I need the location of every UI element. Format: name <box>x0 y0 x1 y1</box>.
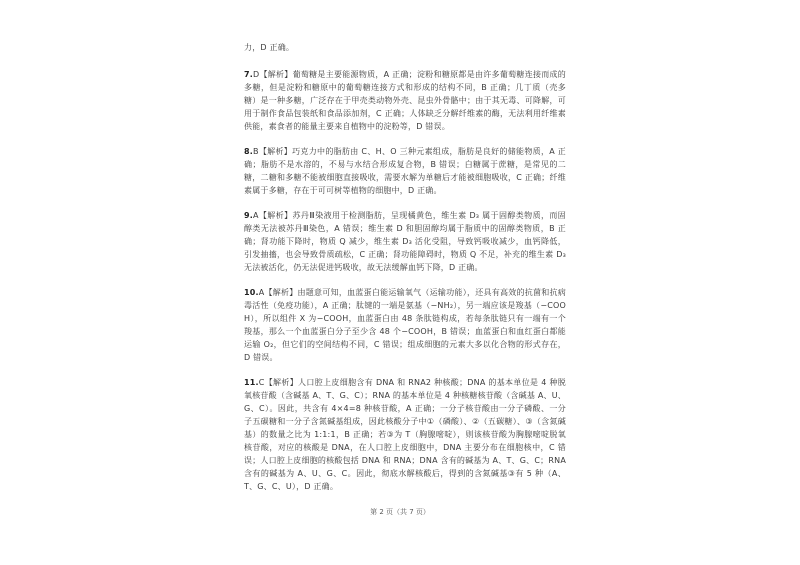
question-number: 10. <box>244 288 259 297</box>
paragraph-text: B【解析】巧克力中的脂肪由 C、H、O 三种元素组成，脂肪是良好的储能物质，A 正确；脂肪不是水溶的，不易与水结合形成复合物，B 错误；白糖属于蔗糖，是常见的二糖，二糖和多糖不能被细胞直接吸收，需要水解为单糖后才能被细胞吸收，C 正确；纤维素属于多糖，存在于可可树等植物的细胞中，D 正确。 <box>244 147 566 195</box>
answer-explanations <box>244 41 566 505</box>
question-number: 9. <box>244 211 254 220</box>
paragraph-q7 <box>244 68 566 133</box>
paragraph-text: A【解析】苏丹Ⅲ染液用于检测脂肪，呈现橘黄色，维生素 D₃ 属于固醇类物质，而固醇类无法被苏丹Ⅲ染色，A 错误；维生素 D 和胆固醇均属于脂质中的固醇类物质，B 正确；肾功能下降时，物质 Q 减少，维生素 D₃ 活化受阻，导致钙吸收减少，血钙降低，引发抽搐，也会导致骨质疏松，C 正确；肾功能障碍时，物质 Q 不足，补充的维生素 D₃ 无法被活化，仍无法促进钙吸收，故无法缓解血钙下降，D 正确。 <box>244 211 566 272</box>
paragraph-q9 <box>244 209 566 274</box>
paragraph-text: D【解析】葡萄糖是主要能源物质，A 正确；淀粉和糖原都是由许多葡萄糖连接而成的多糖，但是淀粉和糖原中的葡萄糖连接方式和形成的结构不同，B 正确；几丁质（壳多糖）是一种多糖，广泛存在于甲壳类动物外壳、昆虫外骨骼中；由于其无毒、可降解，可用于制作食品包装纸和食品添加剂，C 正确；人体缺乏分解纤维素的酶，无法利用纤维素供能，素食者的能量主要来自植物中的淀粉等，D 错误。 <box>244 70 566 131</box>
paragraph-text: C【解析】人口腔上皮细胞含有 DNA 和 RNA2 种核酸；DNA 的基本单位是 4 种脱氧核苷酸（含碱基 A、T、G、C）；RNA 的基本单位是 4 种核糖核苷酸（含碱基 A、U、G、C）。因此，共含有 4×4=8 种核苷酸，A 正确；一分子核苷酸由一分子磷酸、一分子五碳糖和一分子含氮碱基组成，因此核酸分子中①（磷酸）、②（五碳糖）、③（含氮碱基）的数量之比为 1:1:1，B 正确；若③为 T（胸腺嘧啶），则该核苷酸为胸腺嘧啶脱氧核苷酸，对应的核酸是 DNA，在人口腔上皮细胞中，DNA 主要分布在细胞核中，C 错误；人口腔上皮细胞的核酸包括 DNA 和 RNA；DNA 含有的碱基为 A、T、G、C；RNA 含有的碱基为 A、U、G、C。因此，彻底水解核酸后，得到的含氮碱基③有 5 种（A、T、G、C、U），D 正确。 <box>244 378 566 491</box>
paragraph-text: A【解析】由题意可知，血蓝蛋白能运输氧气（运输功能），还具有高效的抗菌和抗病毒活性（免疫功能），A 正确；肽键的一端是氨基（−NH₂），另一端应该是羧基（−COOH），所以组件 X 为−COOH，血蓝蛋白由 48 条肽链构成，若每条肽链只有一端有一个羧基，那么一个血蓝蛋白分子至少含 48 个−COOH，B 错误；血蓝蛋白和血红蛋白都能运输 O₂，但它们的空间结构不同，C 错误；组成细胞的元素大多以化合物的形式存在，D 错误。 <box>244 288 566 362</box>
paragraph-q8 <box>244 145 566 197</box>
page-footer: 第 2 页（共 7 页） <box>370 508 430 516</box>
paragraph-q10 <box>244 286 566 364</box>
question-number: 7. <box>244 70 254 79</box>
paragraph-text: 力，D 正确。 <box>244 43 295 52</box>
paragraph-continuation <box>244 41 566 54</box>
paragraph-q11 <box>244 376 566 493</box>
question-number: 11. <box>244 378 259 387</box>
question-number: 8. <box>244 147 254 156</box>
